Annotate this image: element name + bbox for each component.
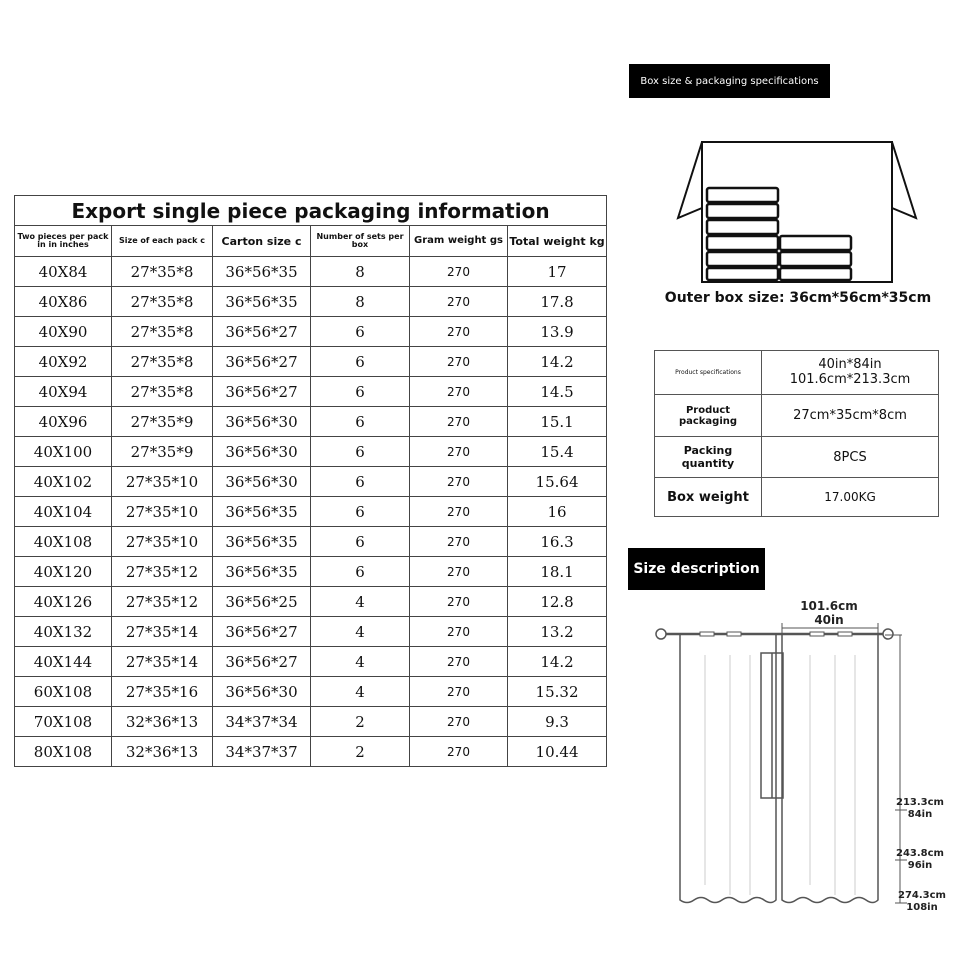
cell-sets-per-box: 6 bbox=[311, 407, 410, 437]
cell-sets-per-box: 6 bbox=[311, 467, 410, 497]
cell-total-weight: 9.3 bbox=[508, 707, 607, 737]
cell-total-weight: 14.2 bbox=[508, 347, 607, 377]
cell-total-weight: 17.8 bbox=[508, 287, 607, 317]
length-in: 84in bbox=[907, 809, 933, 820]
cell-total-weight: 10.44 bbox=[508, 737, 607, 767]
packaging-table bbox=[14, 195, 607, 767]
spec-value: 8PCS bbox=[762, 437, 939, 478]
cell-size-inches: 60X108 bbox=[15, 677, 112, 707]
cell-gram-weight: 270 bbox=[410, 467, 508, 497]
cell-size-inches: 40X104 bbox=[15, 497, 112, 527]
cell-gram-weight: 270 bbox=[410, 497, 508, 527]
cell-size-inches: 40X92 bbox=[15, 347, 112, 377]
table-row bbox=[15, 707, 607, 737]
spec-value-cm: 101.6cm*213.3cm bbox=[789, 371, 911, 387]
cell-pack-size: 27*35*8 bbox=[112, 317, 213, 347]
spec-value: 27cm*35cm*8cm bbox=[762, 395, 939, 437]
header-size-inches: Two pieces per pack in in inches bbox=[15, 226, 112, 257]
cell-size-inches: 40X94 bbox=[15, 377, 112, 407]
length-cm: 274.3cm bbox=[898, 890, 946, 901]
cell-pack-size: 27*35*8 bbox=[112, 257, 213, 287]
cell-size-inches: 40X108 bbox=[15, 527, 112, 557]
cell-pack-size: 32*36*13 bbox=[112, 737, 213, 767]
cell-carton-size: 36*56*35 bbox=[213, 527, 311, 557]
cell-total-weight: 13.9 bbox=[508, 317, 607, 347]
box-illustration bbox=[676, 136, 918, 286]
header-total-weight: Total weight kg bbox=[508, 226, 607, 257]
header-gram-weight: Gram weight gs bbox=[410, 226, 508, 257]
cell-gram-weight: 270 bbox=[410, 587, 508, 617]
cell-size-inches: 40X144 bbox=[15, 647, 112, 677]
cell-total-weight: 13.2 bbox=[508, 617, 607, 647]
cell-gram-weight: 270 bbox=[410, 617, 508, 647]
cell-carton-size: 36*56*35 bbox=[213, 557, 311, 587]
cell-carton-size: 36*56*30 bbox=[213, 677, 311, 707]
cell-sets-per-box: 2 bbox=[311, 737, 410, 767]
table-row bbox=[15, 497, 607, 527]
cell-total-weight: 14.2 bbox=[508, 647, 607, 677]
table-row bbox=[15, 647, 607, 677]
table-row bbox=[15, 617, 607, 647]
cell-sets-per-box: 6 bbox=[311, 527, 410, 557]
table-row bbox=[15, 407, 607, 437]
length-in: 96in bbox=[907, 860, 933, 871]
cell-carton-size: 36*56*27 bbox=[213, 347, 311, 377]
spec-row bbox=[655, 395, 939, 437]
cell-total-weight: 18.1 bbox=[508, 557, 607, 587]
length-cm: 213.3cm bbox=[896, 797, 944, 808]
cell-gram-weight: 270 bbox=[410, 347, 508, 377]
cell-pack-size: 27*35*10 bbox=[112, 497, 213, 527]
spec-label: Box weight bbox=[655, 478, 762, 517]
table-row bbox=[15, 317, 607, 347]
cell-pack-size: 27*35*12 bbox=[112, 587, 213, 617]
spec-value: 17.00KG bbox=[762, 478, 939, 517]
spec-value-in: 40in*84in bbox=[818, 357, 882, 373]
length-in: 108in bbox=[906, 902, 938, 913]
cell-carton-size: 36*56*30 bbox=[213, 407, 311, 437]
cell-total-weight: 15.1 bbox=[508, 407, 607, 437]
cell-carton-size: 36*56*35 bbox=[213, 497, 311, 527]
cell-pack-size: 27*35*8 bbox=[112, 287, 213, 317]
outer-box-size: Outer box size: 36cm*56cm*35cm bbox=[664, 290, 932, 306]
spec-value bbox=[762, 351, 939, 395]
cell-total-weight: 16.3 bbox=[508, 527, 607, 557]
curtain-size-diagram bbox=[650, 595, 950, 920]
spec-label: Product packaging bbox=[655, 395, 762, 437]
cell-size-inches: 40X120 bbox=[15, 557, 112, 587]
cell-sets-per-box: 2 bbox=[311, 707, 410, 737]
cell-sets-per-box: 4 bbox=[311, 677, 410, 707]
table-row bbox=[15, 377, 607, 407]
header-sets-per-box: Number of sets per box bbox=[311, 226, 410, 257]
cell-gram-weight: 270 bbox=[410, 677, 508, 707]
table-row bbox=[15, 527, 607, 557]
cell-pack-size: 27*35*16 bbox=[112, 677, 213, 707]
cell-sets-per-box: 6 bbox=[311, 497, 410, 527]
cell-pack-size: 27*35*14 bbox=[112, 647, 213, 677]
cell-carton-size: 36*56*27 bbox=[213, 317, 311, 347]
header-pack-size: Size of each pack c bbox=[112, 226, 213, 257]
cell-carton-size: 36*56*27 bbox=[213, 647, 311, 677]
cell-pack-size: 27*35*8 bbox=[112, 347, 213, 377]
cell-size-inches: 40X100 bbox=[15, 437, 112, 467]
cell-pack-size: 27*35*8 bbox=[112, 377, 213, 407]
cell-sets-per-box: 4 bbox=[311, 617, 410, 647]
cell-sets-per-box: 8 bbox=[311, 257, 410, 287]
box-section-label: Box size & packaging specifications bbox=[629, 64, 830, 98]
table-row bbox=[15, 257, 607, 287]
length-cm: 243.8cm bbox=[896, 848, 944, 859]
cell-total-weight: 15.32 bbox=[508, 677, 607, 707]
cell-size-inches: 40X90 bbox=[15, 317, 112, 347]
cell-sets-per-box: 4 bbox=[311, 647, 410, 677]
spec-row bbox=[655, 478, 939, 517]
header-carton-size: Carton size c bbox=[213, 226, 311, 257]
cell-pack-size: 27*35*12 bbox=[112, 557, 213, 587]
table-row bbox=[15, 347, 607, 377]
cell-sets-per-box: 6 bbox=[311, 377, 410, 407]
cell-pack-size: 32*36*13 bbox=[112, 707, 213, 737]
cell-carton-size: 36*56*35 bbox=[213, 257, 311, 287]
cell-gram-weight: 270 bbox=[410, 707, 508, 737]
spec-label: Product specifications bbox=[655, 351, 762, 395]
cell-gram-weight: 270 bbox=[410, 377, 508, 407]
cell-total-weight: 14.5 bbox=[508, 377, 607, 407]
cell-size-inches: 40X102 bbox=[15, 467, 112, 497]
cell-sets-per-box: 8 bbox=[311, 287, 410, 317]
cell-carton-size: 36*56*30 bbox=[213, 437, 311, 467]
cell-gram-weight: 270 bbox=[410, 737, 508, 767]
cell-sets-per-box: 6 bbox=[311, 437, 410, 467]
cell-pack-size: 27*35*14 bbox=[112, 617, 213, 647]
cell-pack-size: 27*35*10 bbox=[112, 467, 213, 497]
cell-pack-size: 27*35*9 bbox=[112, 407, 213, 437]
cell-gram-weight: 270 bbox=[410, 407, 508, 437]
cell-total-weight: 15.4 bbox=[508, 437, 607, 467]
cell-pack-size: 27*35*9 bbox=[112, 437, 213, 467]
table-row bbox=[15, 737, 607, 767]
cell-size-inches: 40X96 bbox=[15, 407, 112, 437]
cell-gram-weight: 270 bbox=[410, 437, 508, 467]
cell-gram-weight: 270 bbox=[410, 557, 508, 587]
cell-size-inches: 70X108 bbox=[15, 707, 112, 737]
cell-gram-weight: 270 bbox=[410, 527, 508, 557]
spec-row bbox=[655, 351, 939, 395]
cell-carton-size: 34*37*34 bbox=[213, 707, 311, 737]
cell-carton-size: 36*56*25 bbox=[213, 587, 311, 617]
cell-sets-per-box: 4 bbox=[311, 587, 410, 617]
cell-gram-weight: 270 bbox=[410, 647, 508, 677]
spec-row bbox=[655, 437, 939, 478]
cell-carton-size: 34*37*37 bbox=[213, 737, 311, 767]
cell-gram-weight: 270 bbox=[410, 287, 508, 317]
table-row bbox=[15, 467, 607, 497]
table-row bbox=[15, 677, 607, 707]
cell-pack-size: 27*35*10 bbox=[112, 527, 213, 557]
cell-total-weight: 15.64 bbox=[508, 467, 607, 497]
width-in: 40in bbox=[814, 613, 844, 627]
cell-carton-size: 36*56*30 bbox=[213, 467, 311, 497]
spec-table bbox=[654, 350, 939, 517]
cell-size-inches: 40X132 bbox=[15, 617, 112, 647]
cell-sets-per-box: 6 bbox=[311, 317, 410, 347]
cell-carton-size: 36*56*27 bbox=[213, 377, 311, 407]
cell-size-inches: 80X108 bbox=[15, 737, 112, 767]
cell-size-inches: 40X126 bbox=[15, 587, 112, 617]
cell-carton-size: 36*56*35 bbox=[213, 287, 311, 317]
spec-label: Packing quantity bbox=[655, 437, 762, 478]
width-cm: 101.6cm bbox=[800, 599, 858, 613]
cell-gram-weight: 270 bbox=[410, 257, 508, 287]
cell-total-weight: 17 bbox=[508, 257, 607, 287]
table-row bbox=[15, 587, 607, 617]
table-title: Export single piece packaging information bbox=[15, 196, 607, 226]
cell-sets-per-box: 6 bbox=[311, 557, 410, 587]
cell-gram-weight: 270 bbox=[410, 317, 508, 347]
cell-size-inches: 40X84 bbox=[15, 257, 112, 287]
cell-size-inches: 40X86 bbox=[15, 287, 112, 317]
table-row bbox=[15, 437, 607, 467]
cell-total-weight: 12.8 bbox=[508, 587, 607, 617]
cell-carton-size: 36*56*27 bbox=[213, 617, 311, 647]
cell-total-weight: 16 bbox=[508, 497, 607, 527]
cell-sets-per-box: 6 bbox=[311, 347, 410, 377]
table-row bbox=[15, 557, 607, 587]
table-row bbox=[15, 287, 607, 317]
size-section-label: Size description bbox=[628, 548, 765, 590]
